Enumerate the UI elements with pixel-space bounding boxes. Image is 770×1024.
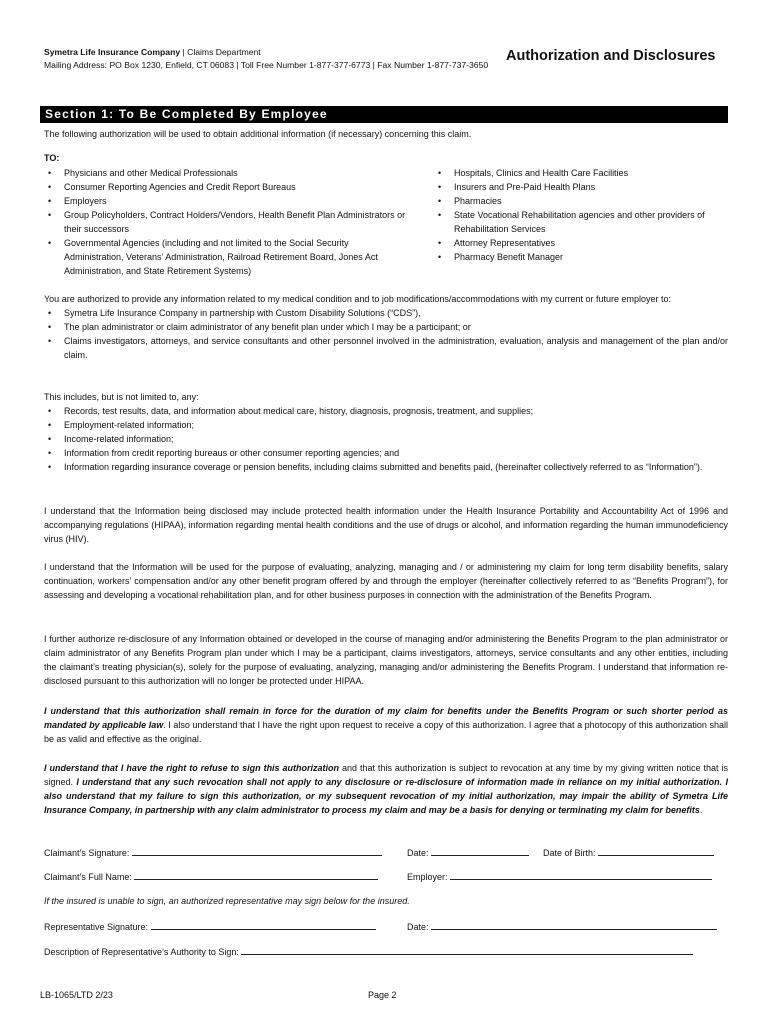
representative-date-label: Date: [407, 922, 429, 932]
refusal-bold-text: I understand that I have the right to refuse to sign this authorization [44, 763, 340, 773]
list-item: • Pharmacies [434, 194, 728, 208]
refusal-paragraph [44, 761, 728, 817]
intro-text: The following authorization will be used to obtain additional information (if necessary) concerning this claim. [44, 129, 472, 139]
section-heading: Section 1: To Be Completed By Employee [40, 106, 728, 123]
to-label: TO: [44, 153, 60, 163]
recipient-list-left [44, 166, 410, 278]
list-item: • Insurers and Pre-Paid Health Plans [434, 180, 728, 194]
company-name: Symetra Life Insurance Company [44, 47, 181, 57]
claimant-date-line[interactable] [431, 846, 529, 856]
claimant-signature-field[interactable] [44, 846, 382, 859]
authorized-list [44, 306, 728, 362]
document-title: Authorization and Disclosures [506, 48, 716, 64]
claimant-date-label: Date: [407, 848, 429, 858]
includes-list [44, 404, 728, 474]
list-item: • Employers [44, 194, 410, 208]
list-item: • Information from credit reporting bureaus or other consumer reporting agencies; and [44, 446, 728, 460]
list-item: • Employment-related information; [44, 418, 728, 432]
representative-date-field[interactable] [407, 920, 717, 933]
duration-bold-text: I understand that this authorization shall remain in force for the duration of my claim for benefits under the Benefits Program or such shorter period as mandated by applicable law [44, 706, 728, 730]
employer-field[interactable] [407, 870, 712, 883]
authorized-section [44, 292, 728, 362]
company-header [44, 46, 488, 72]
dob-line[interactable] [598, 846, 714, 856]
authorized-intro: You are authorized to provide any information related to my medical condition and to job modifications/accommodations with my current or future employer to: [44, 294, 671, 304]
representative-signature-field[interactable] [44, 920, 376, 933]
list-item: • The plan administrator or claim administrator of any benefit plan under which I may be a participant; or [44, 320, 728, 334]
claimant-signature-label: Claimant’s Signature: [44, 848, 130, 858]
purpose-paragraph: I understand that the Information will be used for the purpose of evaluating, analyzing, managing and / or administering my claim for long term disability benefits, salary continuation, workers’ compensation and/or any other benefit program offered by and through the employer (hereinafter collectively referred to as “Benefits Program”), for assessing and developing a vocational rehabilitation plan, and for other business purposes in connection with the administration of the Benefits Program. [44, 562, 728, 600]
redisclosure-paragraph: I further authorize re-disclosure of any Information obtained or developed in the course of managing and/or administering the Benefits Program to the plan administrator or claim administrator of any Benefits Program plan under which I may be a participant, claims investigators, attorneys, service consultants and any other entities, including the claimant’s treating physician(s), solely for the purpose of evaluating, analyzing, managing and/or administering the Benefits Program. I understand that information re-disclosed pursuant to this authorization will no longer be protected under HIPAA. [44, 634, 728, 686]
includes-intro: This includes, but is not limited to, any: [44, 392, 199, 402]
includes-section [44, 390, 728, 474]
list-item: • Hospitals, Clinics and Health Care Facilities [434, 166, 728, 180]
refusal-end: . [699, 805, 703, 815]
list-item: • Attorney Representatives [434, 236, 728, 250]
representative-authority-label: Description of Representative’s Authority to Sign: [44, 947, 239, 957]
representative-signature-label: Representative Signature: [44, 922, 149, 932]
form-code: LB-1065/LTD 2/23 [40, 990, 113, 1000]
list-item: • Governmental Agencies (including and not limited to the Social Security Administration, Veterans’ Administration, Railroad Retirement Board, Jones Act Administration, and State Retirement Systems) [44, 236, 410, 278]
recipient-list-right [434, 166, 728, 264]
representative-date-line[interactable] [431, 920, 717, 930]
duration-paragraph [44, 704, 728, 746]
representative-authority-field[interactable] [44, 945, 693, 958]
refusal-text: and that this authorization is subject to revocation at any time by my giving written notice that is signed. [44, 763, 728, 787]
list-item: • Consumer Reporting Agencies and Credit Report Bureaus [44, 180, 410, 194]
dob-field[interactable] [543, 846, 714, 859]
list-item: • Pharmacy Benefit Manager [434, 250, 728, 264]
department: | Claims Department [180, 47, 261, 57]
list-item: • Information regarding insurance coverage or pension benefits, including claims submitted and benefits paid, (hereinafter collectively referred to as “Information”). [44, 460, 728, 474]
representative-note: If the insured is unable to sign, an authorized representative may sign below for the insured. [44, 896, 410, 906]
dob-label: Date of Birth: [543, 848, 596, 858]
list-item: • State Vocational Rehabilitation agencies and other providers of Rehabilitation Services [434, 208, 728, 236]
claimant-date-field[interactable] [407, 846, 529, 859]
claimant-signature-line[interactable] [132, 846, 382, 856]
employer-line[interactable] [450, 870, 712, 880]
duration-text: . I also understand that I have the right upon request to receive a copy of this authorization. I agree that a photocopy of this authorization shall be as valid and effective as the original. [44, 720, 728, 744]
list-item: • Claims investigators, attorneys, and service consultants and other personnel involved in the administration, evaluation, analysis and management of the plan and/or claim. [44, 334, 728, 362]
employer-label: Employer: [407, 872, 448, 882]
list-item: • Income-related information; [44, 432, 728, 446]
page-number: Page 2 [368, 990, 397, 1000]
revocation-bold-text: I understand that any such revocation shall not apply to any disclosure or re-disclosure of information made in reliance on my initial authorization. I also understand that my failure to sign this authorization, or my subsequent revocation of my initial authorization, may impair the ability of Symetra Life Insurance Company, in partnership with any claim administrator to process my claim and may be a basis for denying or terminating my claim for benefits [44, 777, 728, 815]
representative-signature-line[interactable] [151, 920, 376, 930]
list-item: • Records, test results, data, and information about medical care, history, diagnosis, prognosis, treatment, and supplies; [44, 404, 728, 418]
claimant-name-line[interactable] [134, 870, 378, 880]
list-item: • Group Policyholders, Contract Holders/Vendors, Health Benefit Plan Administrators or their successors [44, 208, 410, 236]
mailing-address: Mailing Address: PO Box 1230, Enfield, CT 06083 | Toll Free Number 1-877-377-6773 | Fax Number 1-877-737-3650 [44, 60, 489, 70]
claimant-name-label: Claimant’s Full Name: [44, 872, 132, 882]
list-item: • Symetra Life Insurance Company in partnership with Custom Disability Solutions (“CDS”), [44, 306, 728, 320]
representative-authority-line[interactable] [241, 945, 693, 955]
hipaa-paragraph: I understand that the Information being disclosed may include protected health information under the Health Insurance Portability and Accountability Act of 1996 and accompanying regulations (HIPAA), information regarding mental health conditions and the use of drugs or alcohol, and information regarding the human immunodeficiency virus (HIV). [44, 506, 728, 544]
list-item: • Physicians and other Medical Professionals [44, 166, 410, 180]
claimant-name-field[interactable] [44, 870, 378, 883]
